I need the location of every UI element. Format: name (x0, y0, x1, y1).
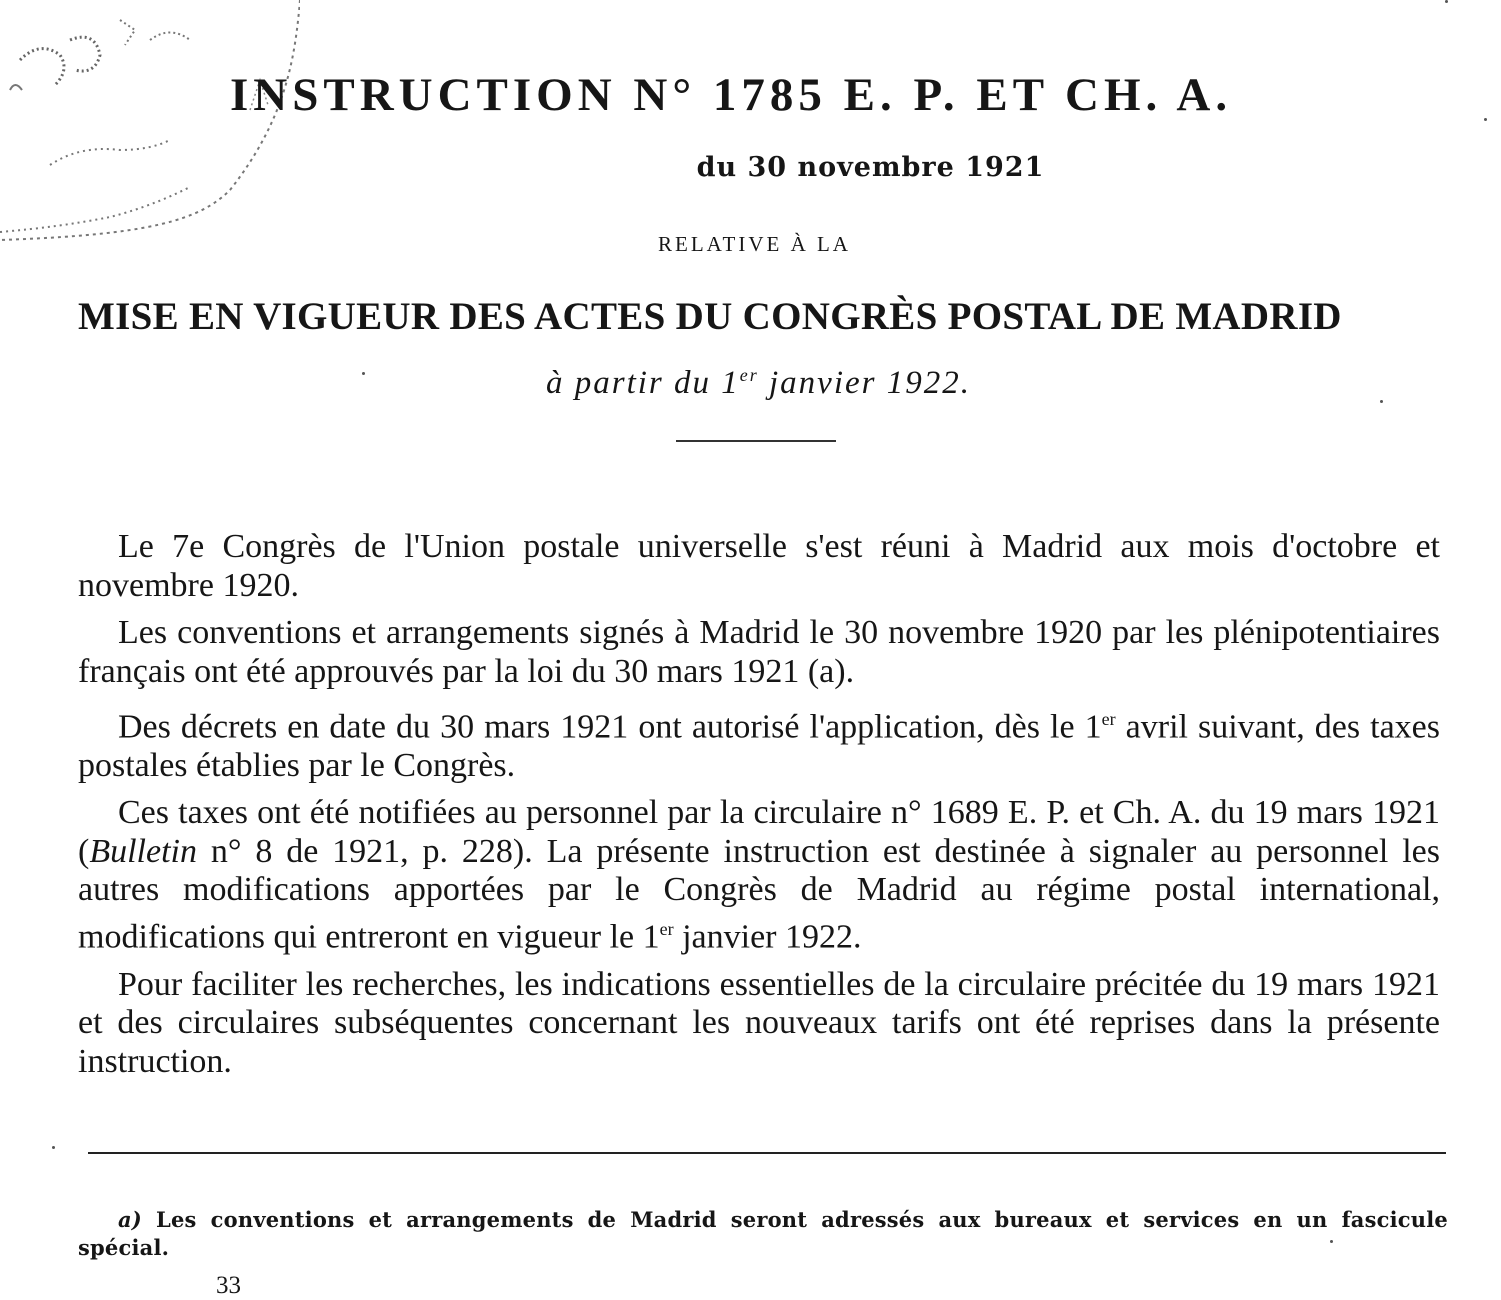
header-divider (676, 440, 836, 442)
paragraph-4-part-c: janvier 1922. (673, 918, 862, 956)
paragraph-3-part-b: avril suivant, des taxes postales établies par le Congrès. (78, 708, 1440, 784)
paper-speck (362, 372, 365, 375)
effective-date (0, 365, 1501, 402)
paragraph-3-part-a: Des décrets en date du 30 mars 1921 ont autorisé l'application, dès le 1 (118, 708, 1102, 746)
paper-speck (1330, 1240, 1333, 1243)
paragraph-3 (78, 700, 1440, 785)
paragraph-4 (78, 794, 1440, 956)
postmark-stamp (0, 0, 300, 250)
paper-speck (1380, 400, 1383, 403)
footnote (78, 1206, 1448, 1262)
instruction-title: INSTRUCTION N° 1785 E. P. ET CH. A. (230, 69, 1233, 121)
effective-sup: er (739, 365, 759, 385)
paragraph-4-part-a: Ces taxes ont été notifiées au personnel par la circulaire n° 1689 E. P. et Ch. A. du 19 mars 1921 ( (78, 794, 1440, 870)
footnote-text: Les conventions et arrangements de Madrid seront adressés aux bureaux et services en un fascicule spécial. (78, 1207, 1448, 1260)
instruction-date: du 30 novembre 1921 (696, 152, 1045, 183)
paragraph-1: Le 7e Congrès de l'Union postale universelle s'est réuni à Madrid aux mois d'octobre et novembre 1920. (78, 528, 1440, 604)
relative-label: RELATIVE À LA (658, 232, 851, 256)
footnote-divider (88, 1152, 1446, 1154)
footnote-mark: a) (118, 1207, 142, 1232)
page-number: 33 (216, 1272, 241, 1299)
body-text (78, 528, 1440, 1090)
paragraph-5: Pour faciliter les recherches, les indications essentielles de la circulaire précitée du 19 mars 1921 et des circulaires subséquentes concernant les nouveaux tarifs ont été reprises dans la présente instruction. (78, 965, 1440, 1080)
paper-speck (1484, 118, 1487, 121)
bulletin-reference: Bulletin (89, 832, 197, 870)
paragraph-2: Les conventions et arrangements signés à Madrid le 30 novembre 1920 par les plénipotentiaires français ont été approuvés par la loi du 30 mars 1921 (a). (78, 614, 1440, 690)
instruction-subject: MISE EN VIGUEUR DES ACTES DU CONGRÈS POSTAL DE MADRID (78, 295, 1342, 338)
paragraph-4-part-b: n° 8 de 1921, p. 228). La présente instruction est destinée à signaler au personnel les autres modifications apportées par le Congrès de Madrid au régime postal international, modifications qui entreront en vigueur le 1 (78, 832, 1440, 956)
paragraph-3-sup: er (1101, 709, 1116, 729)
effective-prefix: à partir du 1 (545, 365, 740, 401)
effective-suffix: janvier 1922. (758, 365, 971, 401)
paragraph-4-sup: er (659, 918, 674, 939)
paper-speck (1445, 0, 1448, 3)
paper-speck (52, 1146, 55, 1149)
